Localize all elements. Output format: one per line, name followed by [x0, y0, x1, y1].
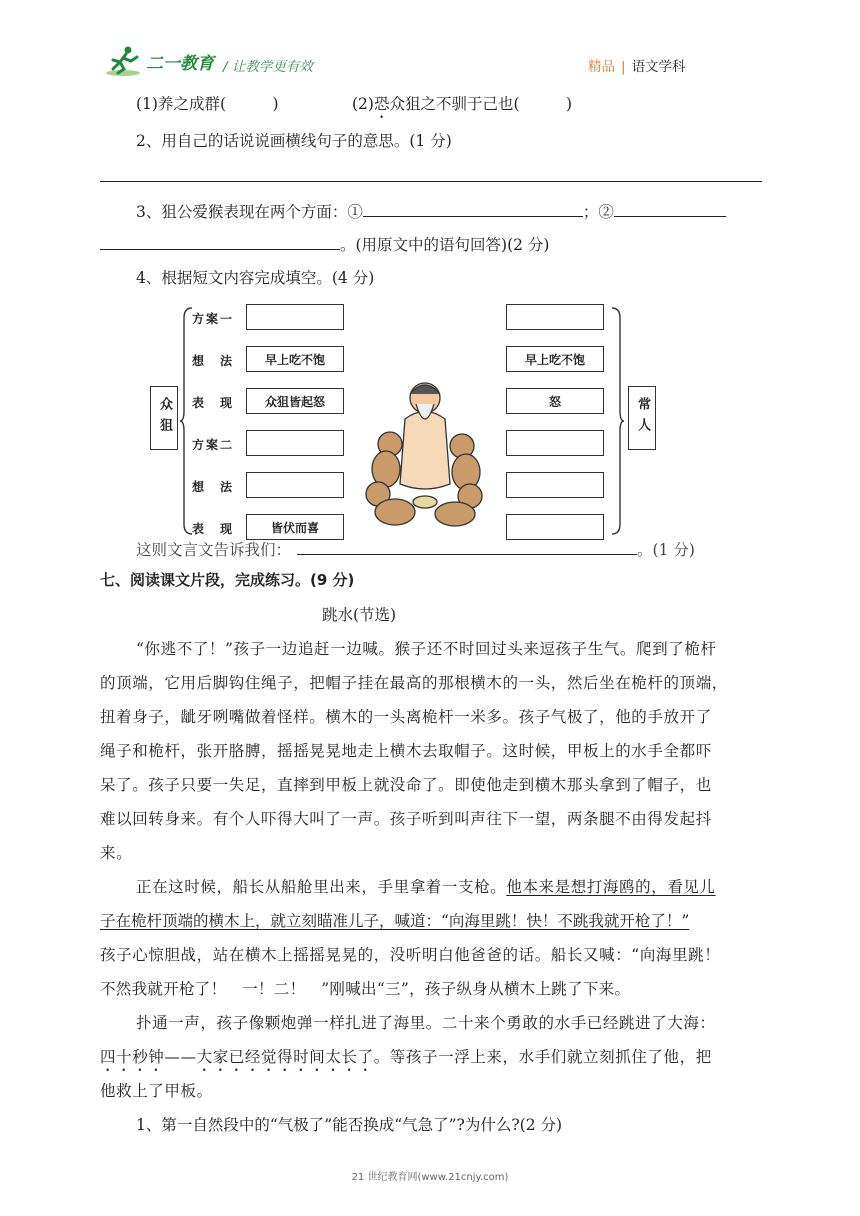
label-idea2: 想 法	[192, 480, 235, 494]
p1-line6: 难以回转身来。有个人吓得大叫了一声。孩子听到叫声往下一望，两条腿不由得发起抖	[100, 810, 712, 828]
q5-post: 。(1 分)	[637, 541, 695, 559]
left-group-box	[150, 386, 178, 450]
q1-item2-post: 众狙之不驯于己也( )	[389, 95, 573, 113]
right-brace	[610, 306, 624, 536]
p1-line4: 绳子和桅杆，张开胳膊，摇摇晃晃地走上横木去取帽子。这时候，甲板上的水手全都吓	[100, 742, 712, 760]
right-group-label: 常人	[635, 397, 650, 439]
q1-item1: (1)养之成群( )	[136, 95, 279, 113]
q3-line2	[100, 233, 549, 255]
p2-line4: 不然我就开枪了！ 一！二！ ”刚喊出“三”，孩子纵身从横木上跳了下来。	[100, 980, 631, 998]
p2-line1	[136, 877, 716, 897]
label-idea1: 想 法	[192, 354, 235, 368]
s7-q1: 1、第一自然段中的“气极了”能否换成“气急了”?为什么?(2 分)	[136, 1116, 563, 1134]
right-box-show2[interactable]	[506, 514, 604, 540]
left-box-show1: 众狙皆起怒	[246, 388, 344, 414]
q1-item2-pre: (2)	[352, 95, 374, 113]
diagram	[140, 296, 650, 546]
p1-line2: 的顶端，它用后脚钩住绳子，把帽子挂在最高的那根横木的一头，然后坐在桅杆的顶端，	[100, 674, 728, 692]
q5-line	[136, 538, 695, 560]
right-box-idea1: 早上吃不饱	[506, 346, 604, 372]
p1-line1: “你逃不了！”孩子一边追赶一边喊。猴子还不时回过头来逗孩子生气。爬到了桅杆	[136, 640, 717, 658]
q3-tail: 。(用原文中的语句回答)(2 分)	[340, 236, 550, 254]
q1-item2-dot: 恐	[373, 95, 390, 113]
q3-mid: ；②	[582, 203, 614, 221]
p3-line2-post: 。等孩子一浮上来，水手们就立刻抓住了他，把	[373, 1048, 712, 1066]
left-box-plan1[interactable]	[246, 304, 344, 330]
right-box-plan2[interactable]	[506, 430, 604, 456]
label-plan1: 方案一	[192, 312, 235, 326]
p3-line2	[100, 1047, 712, 1075]
right-box-show1: 怒	[506, 388, 604, 414]
header-separator: |	[621, 59, 626, 75]
label-plan2: 方案二	[192, 438, 235, 452]
left-box-idea2[interactable]	[246, 472, 344, 498]
q4-text: 4、根据短文内容完成填空。(4 分)	[136, 269, 375, 287]
p3-line2-dotted: 四十秒钟——大家已经觉得时间太长了	[100, 1048, 374, 1066]
header-right	[588, 55, 686, 75]
q3-pre: 3、狙公爱猴表现在两个方面：①	[136, 203, 363, 221]
footer: 21 世纪教育网(www.21cnjy.com)	[351, 1172, 509, 1183]
label-show2: 表 现	[192, 522, 235, 536]
p2-line2-underlined: 子在桅杆顶端的横木上，就立刻瞄准儿子，喊道：“向海里跳！快！不跳我就开枪了！”	[100, 912, 690, 930]
quality-tag: 精品	[588, 59, 615, 75]
running-man-icon	[104, 45, 142, 77]
logo	[104, 44, 214, 78]
p2-line1-pre: 正在这时候，船长从船舱里出来，手里拿着一支枪。	[136, 878, 507, 896]
subject-tag: 语文学科	[631, 59, 686, 75]
p3-line3: 他救上了甲板。	[100, 1082, 213, 1100]
q3-blank1	[363, 200, 583, 217]
left-brace	[180, 306, 194, 536]
p2-line3: 孩子心惊胆战，站在横木上摇摇晃晃的，没听明白他爸爸的话。船长又喊：“向海里跳！	[100, 946, 721, 964]
left-group-label: 众狙	[157, 397, 172, 439]
man-with-monkeys-illustration	[350, 374, 500, 529]
q5-blank[interactable]	[297, 538, 637, 555]
p2-line2	[100, 911, 689, 931]
p1-line7: 来。	[100, 844, 133, 862]
q3-line1	[136, 200, 726, 222]
section7-heading: 七、阅读课文片段，完成练习。(9 分)	[100, 571, 355, 589]
right-group-box	[628, 386, 656, 450]
right-box-idea2[interactable]	[506, 472, 604, 498]
label-show1: 表 现	[192, 396, 235, 410]
p1-line3: 扭着身子，龇牙咧嘴做着怪样。横木的一头离桅杆一米多。孩子气极了，他的手放开了	[100, 708, 712, 726]
left-box-plan2[interactable]	[246, 430, 344, 456]
q2-answer-line	[100, 181, 762, 182]
p2-line1-underlined: 他本来是想打海鸥的，看见儿	[506, 878, 716, 896]
q2-text: 2、用自己的话说说画横线句子的意思。(1 分)	[136, 132, 452, 150]
q5-pre: 这则文言文告诉我们：	[136, 541, 292, 559]
passage-title: 跳水(节选)	[322, 606, 397, 624]
q1-item2	[352, 94, 572, 122]
p3-line1: 扑通一声，孩子像颗炮弹一样扎进了海里。二十来个勇敢的水手已经跳进了大海：	[136, 1014, 716, 1032]
logo-text: 二一教育	[146, 53, 214, 74]
header-slogan: / 让教学更有效	[223, 59, 313, 75]
q3-blank2	[614, 200, 726, 217]
left-box-show2: 皆伏而喜	[246, 514, 344, 540]
left-box-idea1: 早上吃不饱	[246, 346, 344, 372]
p1-line5: 呆了。孩子只要一失足，直摔到甲板上就没命了。即使他走到横木那头拿到了帽子，也	[100, 776, 712, 794]
q3-blank2-cont	[100, 233, 340, 250]
right-box-plan1[interactable]	[506, 304, 604, 330]
